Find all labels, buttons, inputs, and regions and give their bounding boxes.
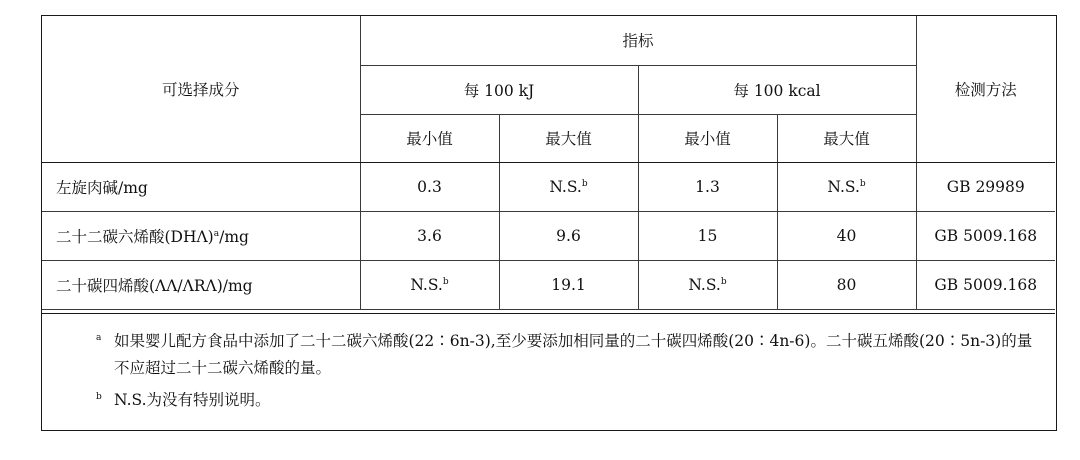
component-name: 二十碳四烯酸(ΛΛ/ΛRΛ)/mg	[56, 276, 253, 295]
footnote-a-text: 如果婴儿配方食品中添加了二十二碳六烯酸(22∶6n-3),至少要添加相同量的二十碳四烯酸(20∶4n-6)。二十碳五烯酸(20∶5n-3)的量不应超过二十二碳六烯酸的量。	[114, 332, 1033, 377]
table-footnotes	[42, 313, 1055, 414]
kj-max-value: 19.1	[551, 275, 586, 294]
header-component: 可选择成分	[42, 16, 360, 162]
header-kj-max: 最大值	[499, 114, 638, 162]
component-cell	[42, 260, 360, 309]
component-cell	[42, 162, 360, 211]
header-kcal-min: 最小值	[638, 114, 777, 162]
method-cell: GB 29989	[916, 162, 1055, 211]
footnote-a-mark: a	[96, 333, 102, 343]
optional-ingredients-table	[42, 16, 1055, 310]
header-indicator: 指标	[360, 16, 916, 65]
kcal-max-value: N.S.	[827, 177, 860, 196]
kcal-max-cell	[777, 211, 916, 260]
component-name: 二十二碳六烯酸(DHΛ)	[56, 227, 214, 246]
kj-max-value: 9.6	[556, 226, 581, 245]
kj-min-cell	[360, 162, 499, 211]
method-cell: GB 5009.168	[916, 260, 1055, 309]
table-row	[42, 260, 1055, 309]
footnote-b-text: N.S.为没有特别说明。	[114, 391, 271, 409]
kcal-min-cell	[638, 211, 777, 260]
kcal-min-value: 15	[697, 226, 718, 245]
footnote-ref: b	[859, 178, 866, 189]
header-per-kj: 每 100 kJ	[360, 65, 638, 114]
kcal-max-cell	[777, 162, 916, 211]
kj-min-cell	[360, 260, 499, 309]
footnote-ref: b	[581, 178, 588, 189]
kj-min-cell	[360, 211, 499, 260]
kcal-max-cell	[777, 260, 916, 309]
spec-table-frame	[41, 15, 1057, 431]
kcal-min-cell	[638, 260, 777, 309]
kcal-min-value: 1.3	[695, 177, 720, 196]
component-name: 左旋肉碱/mg	[56, 178, 148, 197]
kcal-min-cell	[638, 162, 777, 211]
kj-min-value: 3.6	[417, 226, 442, 245]
table-row	[42, 162, 1055, 211]
method-cell: GB 5009.168	[916, 211, 1055, 260]
kj-max-value: N.S.	[549, 177, 582, 196]
kcal-max-value: 40	[836, 226, 857, 245]
footnote-b-mark: b	[96, 392, 102, 402]
kj-max-cell	[499, 260, 638, 309]
footnote-ref: a	[213, 228, 220, 239]
header-row-1	[42, 16, 1055, 65]
component-unit: /mg	[219, 227, 249, 246]
kj-min-value: N.S.	[410, 275, 443, 294]
header-method: 检测方法	[916, 16, 1055, 162]
footnote-a	[42, 328, 1055, 382]
header-kcal-max: 最大值	[777, 114, 916, 162]
kj-max-cell	[499, 162, 638, 211]
header-kj-min: 最小值	[360, 114, 499, 162]
kj-min-value: 0.3	[417, 177, 442, 196]
kcal-min-value: N.S.	[688, 275, 721, 294]
header-per-kcal: 每 100 kcal	[638, 65, 916, 114]
kcal-max-value: 80	[836, 275, 857, 294]
footnote-ref: b	[442, 276, 449, 287]
footnote-b	[42, 387, 1055, 414]
table-row	[42, 211, 1055, 260]
component-cell	[42, 211, 360, 260]
kj-max-cell	[499, 211, 638, 260]
footnote-ref: b	[720, 276, 727, 287]
